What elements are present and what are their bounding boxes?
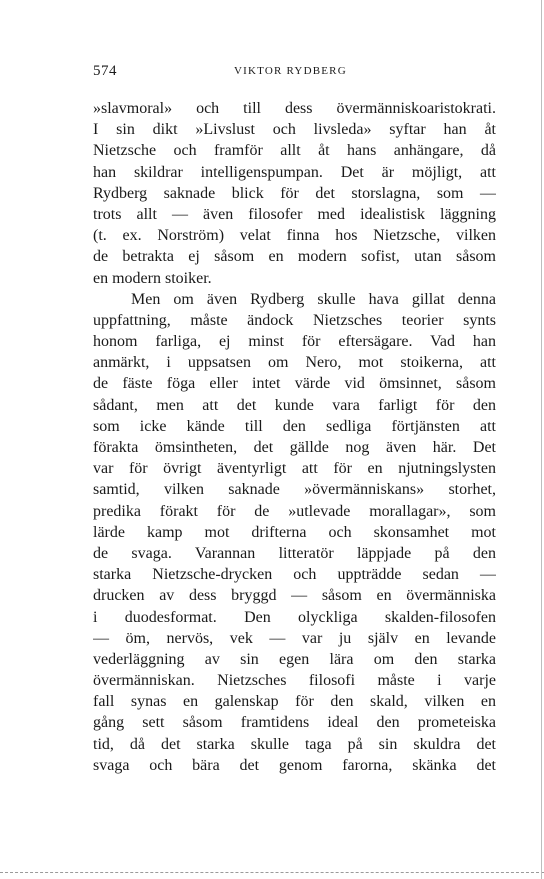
running-head: VIKTOR RYDBERG xyxy=(234,65,347,77)
text-line: drucken av dess bryggd — såsom en övermänniska xyxy=(93,587,496,605)
scan-bottom-edge xyxy=(0,872,544,873)
text-line: Rydberg saknade blick för det storslagna, som — xyxy=(93,184,496,202)
text-line: svaga och bära det genom farorna, skänka det xyxy=(93,756,496,774)
text-line: »slavmoral» och till dess övermänniskoaristokrati. xyxy=(93,100,496,117)
text-line: Men om även Rydberg skulle hava gillat denna xyxy=(131,290,496,308)
text-line: de betrakta ej såsom en modern sofist, utan såsom xyxy=(93,248,496,266)
text-line: sådant, men att det kunde vara farligt för den xyxy=(93,396,496,414)
text-line: starka Nietzsche-drycken och uppträdde sedan — xyxy=(93,566,496,584)
text-line: han skildrar intelligenspumpan. Det är möjligt, att xyxy=(93,163,496,181)
page-header xyxy=(93,63,493,83)
text-line: vederläggning av sin egen lära om den starka xyxy=(93,650,496,668)
text-line: trots allt — även filosofer med idealistisk läggning xyxy=(93,205,496,223)
text-line: en modern stoiker. xyxy=(93,269,212,287)
text-line: anmärkt, i uppsatsen om Nero, mot stoikerna, att xyxy=(93,354,496,372)
text-line: lärde kamp mot drifterna och skonsamhet mot xyxy=(93,523,496,541)
text-line: gång sett såsom framtidens ideal den prometeiska xyxy=(93,714,496,732)
text-line: samtid, vilken saknade »övermänniskans» storhet, xyxy=(93,481,496,499)
text-line: förakta ömsintheten, det gällde nog även här. Det xyxy=(93,439,496,456)
page-number: 574 xyxy=(93,63,117,79)
body-text xyxy=(93,98,496,776)
text-line: de fäste föga eller intet värde vid ömsinnet, såsom xyxy=(93,375,496,393)
text-line: I sin dikt »Livslust och livsleda» syftar han åt xyxy=(93,121,496,139)
text-line: uppfattning, måste ändock Nietzsches teorier synts xyxy=(93,311,496,329)
text-line: predika förakt för de »utlevade morallagar», som xyxy=(93,502,496,520)
text-line: (t. ex. Norström) velat finna hos Nietzsche, vilken xyxy=(93,227,496,245)
text-line: tid, då det starka skulle taga på sin skuldra det xyxy=(93,735,496,753)
text-line: fall synas en galenskap för den skald, vilken en xyxy=(93,693,496,711)
text-line: — öm, nervös, vek — var ju själv en levande xyxy=(93,629,496,647)
text-line: Nietzsche och framför allt åt hans anhängare, då xyxy=(93,142,496,160)
text-line: de svaga. Varannan litteratör läppjade på den xyxy=(93,544,496,562)
text-line: honom farliga, ej minst för eftersägare. Vad han xyxy=(93,333,496,351)
text-line: var för övrigt äventyrligt att för en njutningslysten xyxy=(93,460,496,478)
text-line: som icke kände till den sedliga förtjänsten att xyxy=(93,417,496,435)
text-line: i duodesformat. Den olyckliga skalden-filosofen xyxy=(93,608,496,626)
text-line: övermänniskan. Nietzsches filosofi måste i varje xyxy=(93,672,496,690)
scan-right-edge xyxy=(541,0,542,879)
